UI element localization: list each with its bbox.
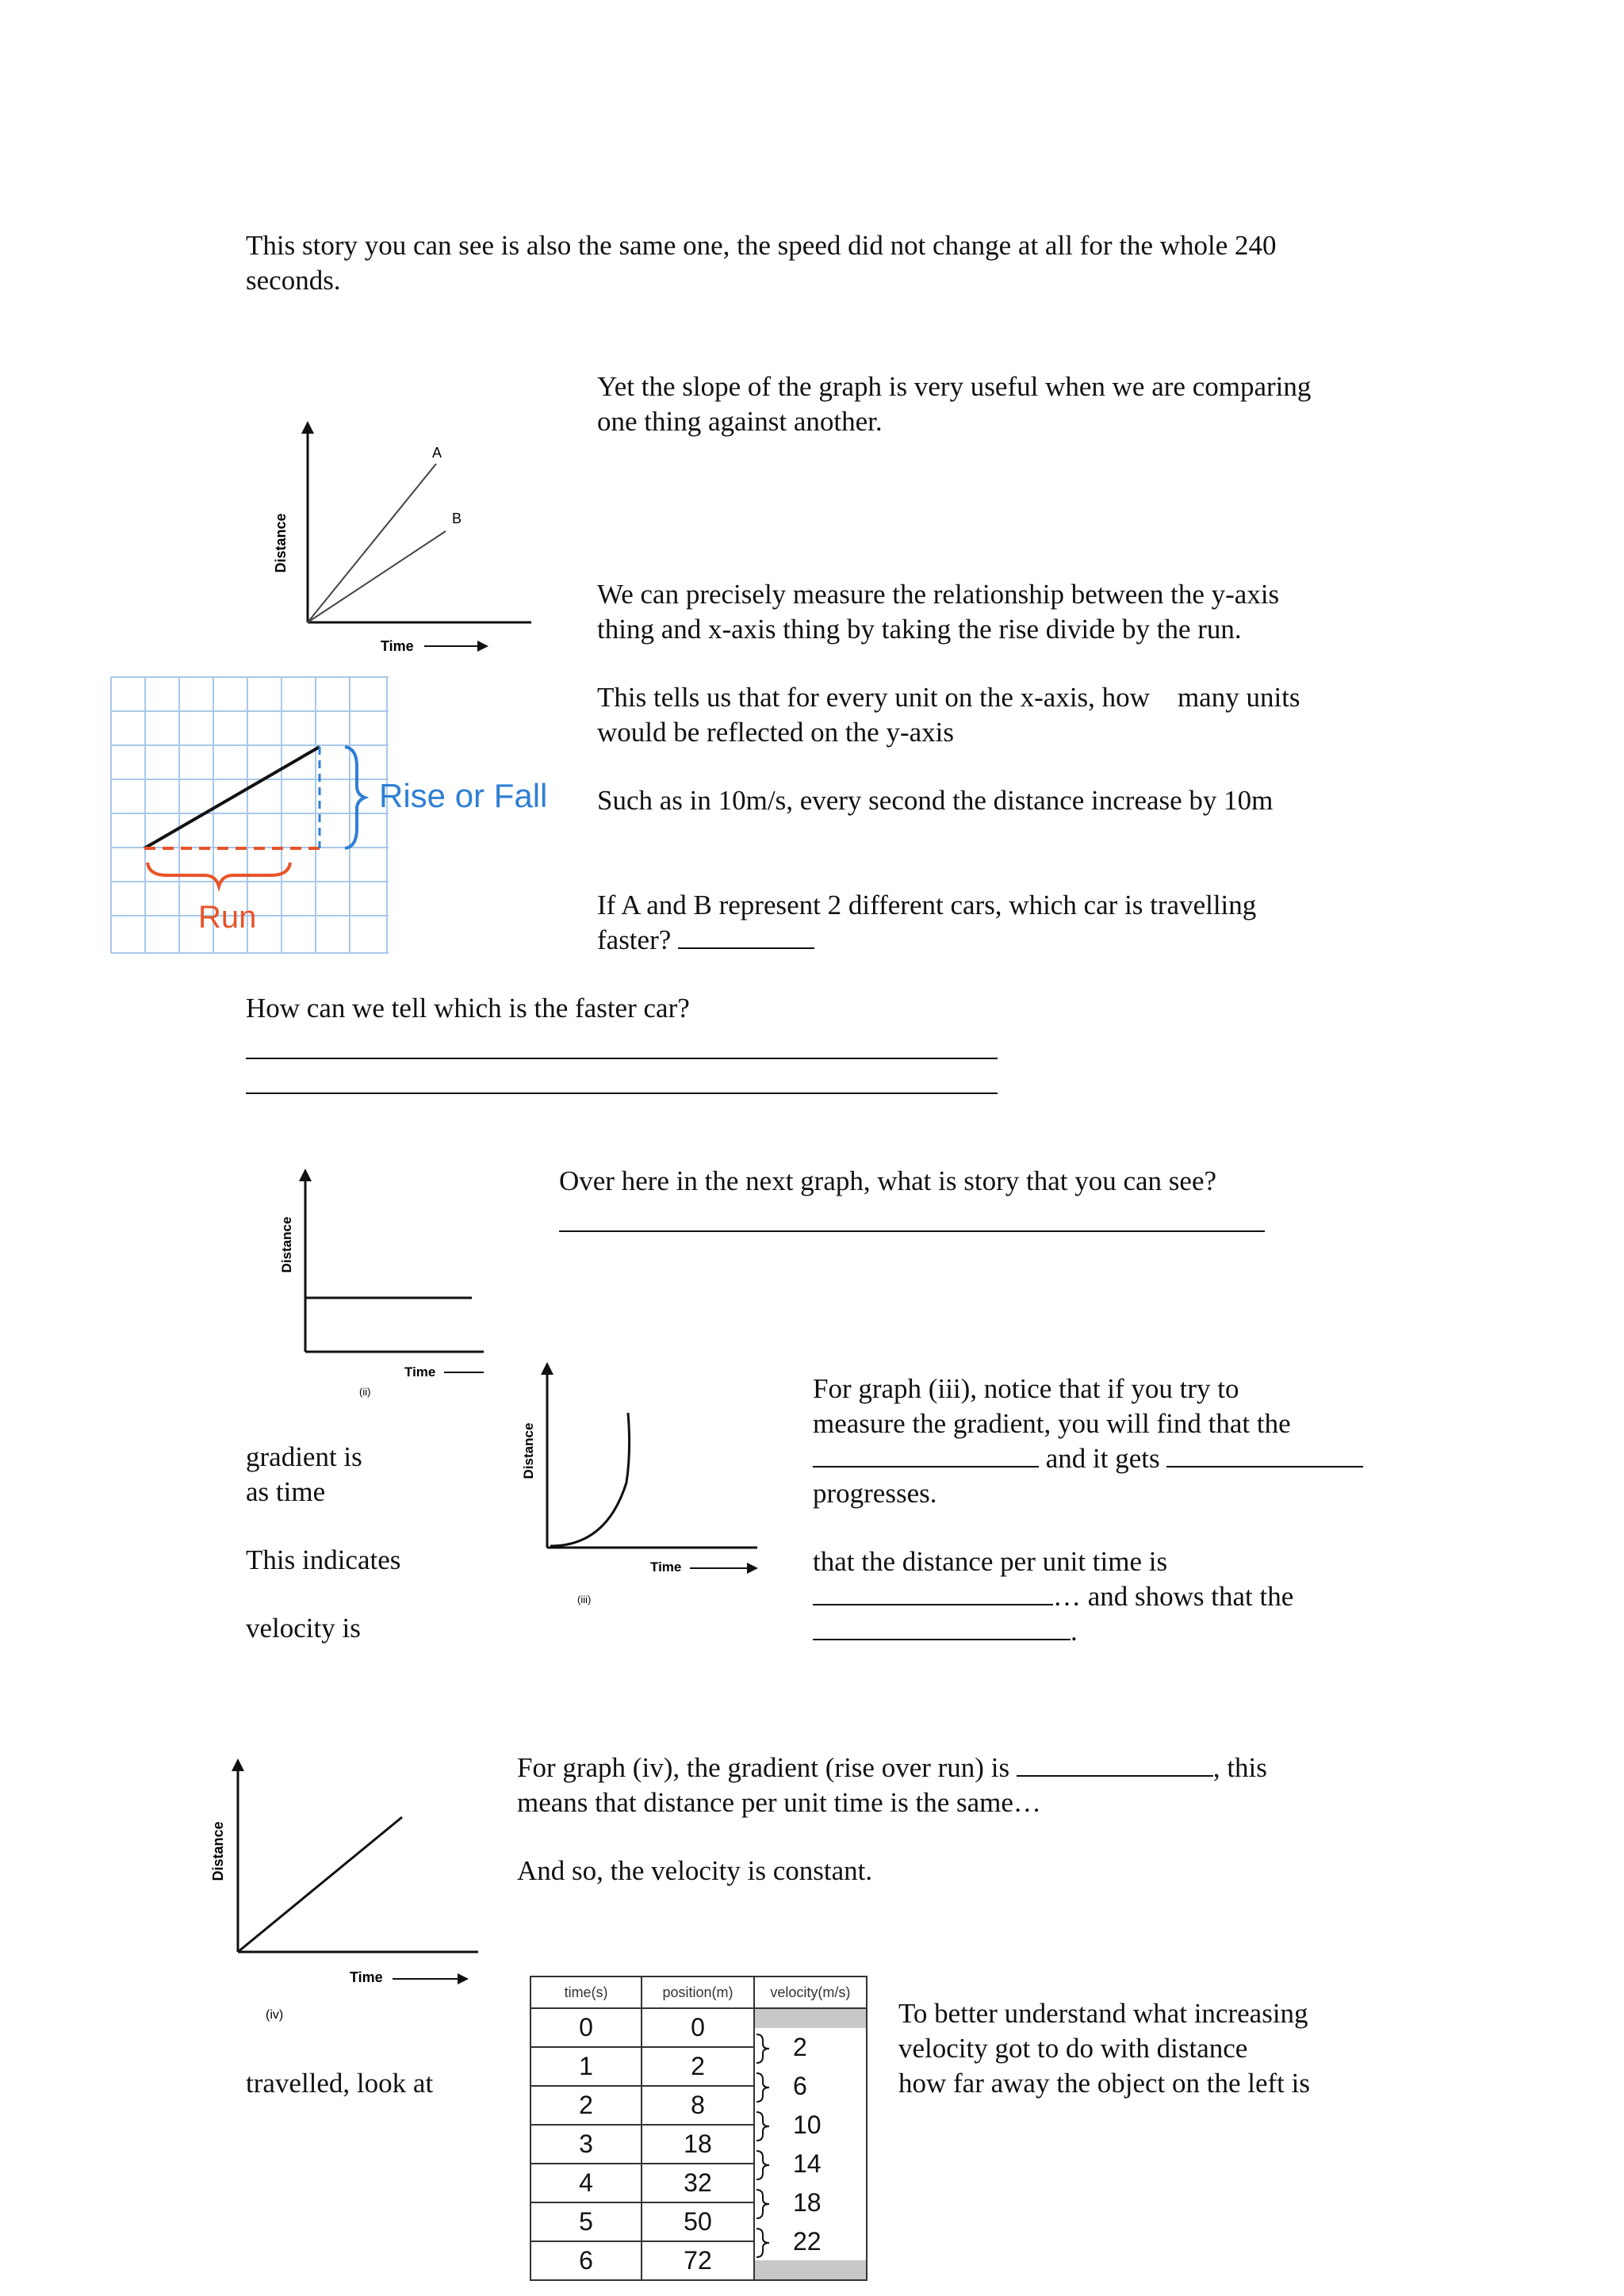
y-axis-label: Distance (210, 1821, 226, 1881)
col-velocity-header: velocity(m/s) (754, 1976, 867, 2008)
distance-time-graph-iv (202, 1752, 488, 2026)
position-cell: 50 (642, 2202, 754, 2241)
velocity-value: 6 (793, 2072, 807, 2100)
understand-text-2: velocity got to do with distance (898, 2033, 1248, 2064)
measure-text-1: We can precisely measure the relationship between the y-axis (597, 579, 1280, 610)
example-text: Such as in 10m/s, every second the distance increase by 10m (597, 785, 1274, 816)
graph-iii-text-3 (813, 1441, 1363, 1476)
gradient-blank-1[interactable] (813, 1442, 1039, 1468)
time-cell: 1 (530, 2047, 642, 2086)
unit-text-2: would be reflected on the y-axis (597, 717, 954, 748)
line-a-label: A (432, 445, 442, 461)
answer-line-1[interactable] (246, 1058, 998, 1059)
understand-text-3: how far away the object on the left is (898, 2068, 1310, 2099)
graph-number-label: (iv) (266, 2008, 284, 2022)
measure-text-2: thing and x-axis thing by taking the rise divide by the run. (597, 614, 1242, 645)
graph-iv-text-2: means that distance per unit time is the same… (517, 1787, 1041, 1818)
graph-number-label: (iii) (577, 1594, 592, 1605)
position-cell: 72 (642, 2241, 754, 2280)
understand-text-1: To better understand what increasing (898, 1998, 1308, 2029)
time-cell: 2 (530, 2086, 642, 2125)
position-cell: 32 (642, 2164, 754, 2202)
graph-iv-text-1b: , this (1212, 1752, 1267, 1783)
time-cell: 6 (530, 2241, 642, 2280)
position-cell: 2 (642, 2047, 754, 2086)
faster-car-question: How can we tell which is the faster car? (246, 993, 690, 1024)
travelled-left: travelled, look at (246, 2068, 434, 2099)
rise-run-grid-diagram (109, 675, 569, 957)
graph-iv-text-3: And so, the velocity is constant. (517, 1855, 873, 1886)
story-answer-line[interactable] (559, 1230, 1265, 1232)
time-cell: 5 (530, 2202, 642, 2241)
rise-or-fall-label: Rise or Fall (379, 777, 548, 814)
time-cell: 0 (530, 2008, 642, 2047)
graph-iii-text-7-end: . (1071, 1616, 1078, 1647)
intro-line-2: seconds. (246, 265, 341, 296)
x-axis-label: Time (381, 638, 414, 654)
gradient-left-1: gradient is (246, 1441, 362, 1472)
graph-iii-text-4: progresses. (813, 1478, 937, 1509)
run-label: Run (198, 900, 257, 935)
indicates-left: This indicates (246, 1544, 401, 1575)
graph-iv-text-1a: For graph (iv), the gradient (rise over run) is (517, 1752, 1017, 1783)
distance-time-graph-a-b (270, 416, 539, 670)
distance-time-graph-ii (274, 1165, 488, 1403)
gradient-blank-2[interactable] (1166, 1442, 1363, 1468)
graph-iii-text-2: measure the gradient, you will find that the (813, 1408, 1291, 1439)
line-b-label: B (452, 511, 462, 526)
distance-per-time-blank[interactable] (813, 1580, 1053, 1605)
graph-iii-text-5: that the distance per unit time is (813, 1546, 1168, 1577)
intro-line-1: This story you can see is also the same one, the speed did not change at all for the whole 240 (246, 230, 1277, 261)
velocity-value: 2 (793, 2033, 807, 2061)
table-header-row (530, 1976, 867, 2008)
col-position-header: position(m) (642, 1976, 754, 2008)
position-cell: 18 (642, 2125, 754, 2164)
graph-iii-mid: and it gets (1039, 1443, 1167, 1474)
y-axis-label: Distance (521, 1422, 536, 1479)
graph-iv-text-1 (517, 1751, 1267, 1785)
distance-time-graph-iii (515, 1356, 777, 1625)
x-axis-label: Time (350, 1969, 383, 1985)
question-cars-2-text: faster? (597, 924, 672, 955)
velocity-grey-top (755, 2009, 866, 2028)
time-cell: 4 (530, 2164, 642, 2202)
shows-blank[interactable] (813, 1615, 1071, 1640)
y-axis-label: Distance (273, 513, 289, 573)
graph-iii-text-7 (813, 1614, 1078, 1649)
graph-number-label: (ii) (359, 1386, 371, 1398)
slope-text-2: one thing against another. (597, 406, 883, 437)
x-axis-label: Time (650, 1559, 682, 1575)
y-axis-label: Distance (279, 1216, 294, 1273)
question-cars-2 (597, 923, 814, 958)
time-cell: 3 (530, 2125, 642, 2164)
position-cell: 8 (642, 2086, 754, 2125)
velocity-value: 14 (793, 2149, 822, 2178)
answer-line-2[interactable] (246, 1093, 998, 1094)
faster-car-answer-blank[interactable] (678, 924, 814, 949)
velocity-value: 18 (793, 2188, 822, 2217)
graph-iii-text-6 (813, 1579, 1293, 1614)
position-cell: 0 (642, 2008, 754, 2047)
velocity-left: velocity is (246, 1613, 361, 1644)
x-axis-label: Time (404, 1364, 436, 1380)
velocity-value: 10 (793, 2110, 822, 2139)
velocity-value: 22 (793, 2227, 822, 2256)
story-question: Over here in the next graph, what is story that you can see? (559, 1165, 1217, 1196)
graph-iii-text-1: For graph (iii), notice that if you try to (813, 1373, 1239, 1404)
graph-iii-text-6-end: … and shows that the (1053, 1581, 1294, 1612)
unit-text-1: This tells us that for every unit on the x-axis, how many units (597, 682, 1300, 713)
col-time-header: time(s) (530, 1976, 642, 2008)
velocity-brackets (753, 2030, 777, 2267)
question-cars-1: If A and B represent 2 different cars, which car is travelling (597, 890, 1257, 920)
table-row (530, 2008, 867, 2047)
gradient-iv-blank[interactable] (1017, 1751, 1213, 1777)
gradient-left-2: as time (246, 1476, 326, 1507)
slope-text-1: Yet the slope of the graph is very useful when we are comparing (597, 371, 1312, 402)
